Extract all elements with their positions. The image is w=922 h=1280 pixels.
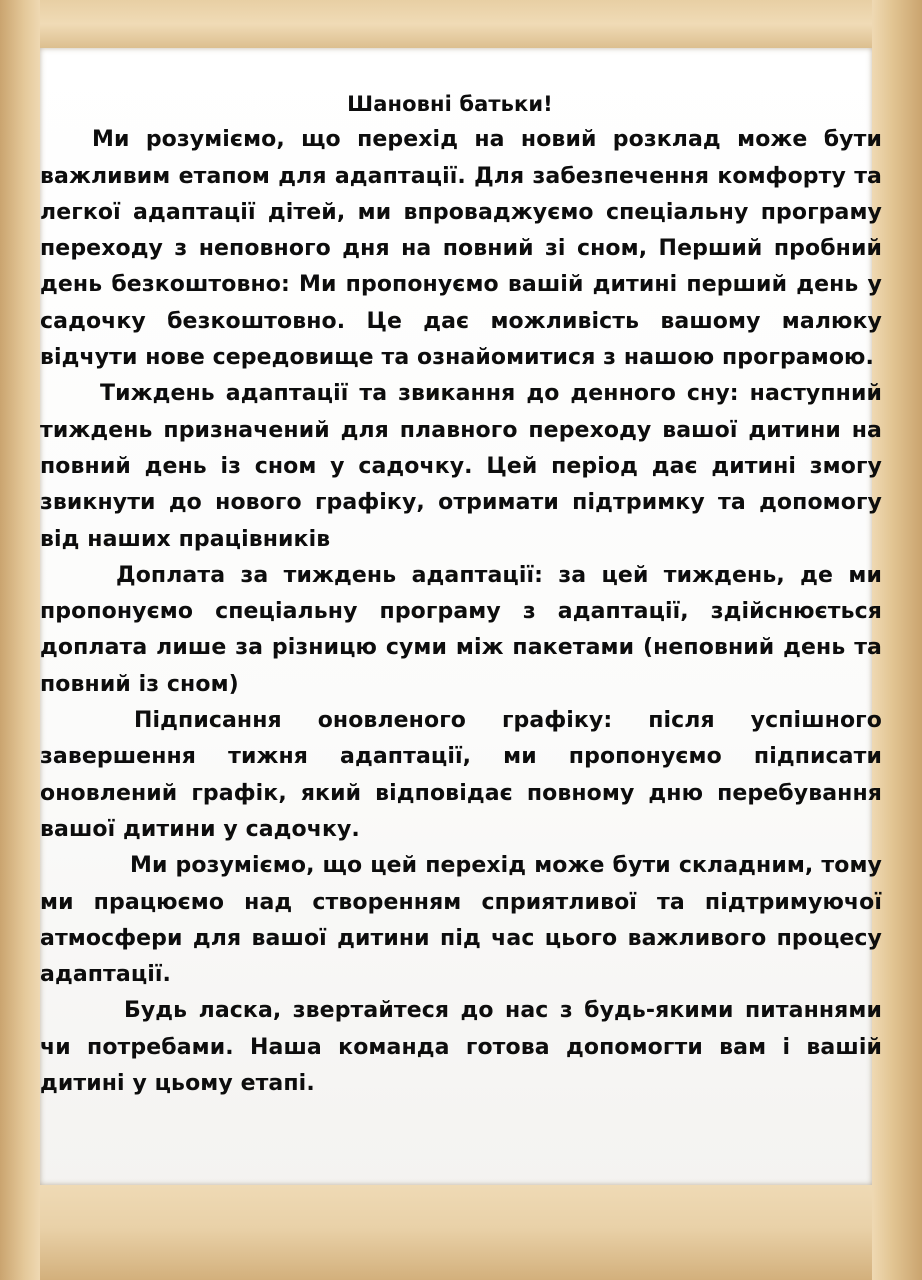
paragraph-intro: Ми розуміємо, що перехід на новий розклад може бути важливим етапом для адаптації. Для забезпечення комфорту та легкої адаптації дітей, ми впроваджуємо спеціальну програму переходу з неповного дня на повний зі сном, Перший пробний день безкоштовно: Ми пропонуємо вашій дитині перший день у садочку безкоштовно. Це дає можливість вашому малюку відчути нове середовище та ознайомитися з нашою програмою. [40, 127, 882, 371]
paragraph-schedule: Підписання оновленого графіку: після успішного завершення тижня адаптації, ми пропонуємо підписати оновлений графік, який відповідає повному дню перебування вашої дитини у садочку. [40, 708, 882, 842]
paragraph-payment: Доплата за тиждень адаптації: за цей тиждень, де ми пропонуємо спеціальну програму з адаптації, здійснюється доплата лише за різницю суми між пакетами (неповний день та повний із сном) [40, 562, 882, 697]
paragraph-contact: Будь ласка, звертайтеся до нас з будь-якими питаннями чи потребами. Наша команда готова допомогти вам і вашій дитині у цьому етапі. [40, 998, 882, 1097]
frame-bottom-rail [0, 1185, 922, 1280]
paragraph-adaptation-week: Тиждень адаптації та звикання до денного сну: наступний тиждень призначений для плавного переходу вашої дитини на повний день із сном у садочку. Цей період дає дитині змогу звикнути до нового графіку, отримати підтримку та допомогу від наших працівників [40, 381, 882, 552]
letter-body [40, 86, 882, 1102]
frame-left-rail [0, 0, 40, 1280]
paragraph-atmosphere: Ми розуміємо, що цей перехід може бути складним, тому ми працюємо над створенням сприятливої та підтримуючої атмосфери для вашої дитини під час цього важливого процесу адаптації. [40, 853, 882, 988]
frame-top-rail [0, 0, 922, 48]
letter-title: Шановні батьки! [347, 92, 553, 116]
